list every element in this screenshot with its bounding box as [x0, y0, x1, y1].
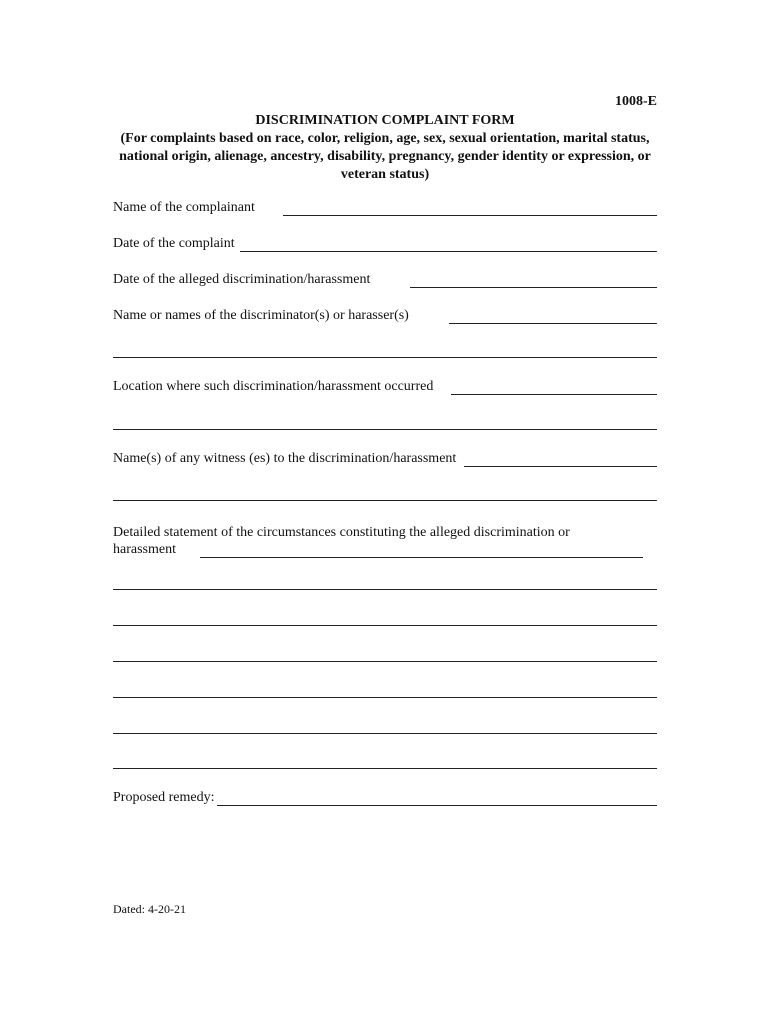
complaint-date-field[interactable]	[240, 237, 657, 252]
location-row	[113, 379, 657, 395]
proposed-remedy-row	[113, 790, 657, 806]
statement-line-7[interactable]	[113, 768, 657, 769]
discriminator-names-row	[113, 308, 657, 324]
location-field[interactable]	[451, 380, 657, 395]
statement-line-4[interactable]	[113, 661, 657, 662]
statement-field[interactable]	[200, 543, 643, 558]
alleged-date-field[interactable]	[410, 273, 657, 288]
statement-row	[113, 542, 643, 558]
discriminator-names-label: Name or names of the discriminator(s) or harasser(s)	[113, 308, 409, 323]
witnesses-line-2[interactable]	[113, 500, 657, 501]
dated-footer: Dated: 4-20-21	[113, 902, 186, 916]
statement-label: Detailed statement of the circumstances constituting the alleged discrimination or	[113, 525, 570, 540]
witnesses-field[interactable]	[464, 452, 657, 467]
complaint-date-label: Date of the complaint	[113, 236, 235, 251]
witnesses-row	[113, 451, 657, 467]
complainant-name-label: Name of the complainant	[113, 200, 255, 215]
location-line-2[interactable]	[113, 429, 657, 430]
statement-line-6[interactable]	[113, 733, 657, 734]
proposed-remedy-label: Proposed remedy:	[113, 790, 215, 805]
discriminator-names-field[interactable]	[449, 309, 657, 324]
discriminator-names-line-2[interactable]	[113, 357, 657, 358]
statement-line-5[interactable]	[113, 697, 657, 698]
statement-line-3[interactable]	[113, 625, 657, 626]
complainant-name-row	[113, 200, 657, 216]
form-title: DISCRIMINATION COMPLAINT FORM	[255, 113, 515, 128]
complainant-name-field[interactable]	[283, 201, 657, 216]
complaint-date-row	[113, 236, 657, 252]
title-block	[113, 112, 657, 184]
form-subtitle: (For complaints based on race, color, religion, age, sex, sexual orientation, marital status, national origin, alienage, ancestry, disability, pregnancy, gender identity or expression, or veteran status)	[119, 131, 651, 182]
form-code: 1008-E	[615, 94, 657, 109]
proposed-remedy-field[interactable]	[217, 791, 657, 806]
witnesses-label: Name(s) of any witness (es) to the discrimination/harassment	[113, 451, 457, 466]
statement-label-2: harassment	[113, 542, 176, 557]
location-label: Location where such discrimination/harassment occurred	[113, 379, 434, 394]
alleged-date-row	[113, 272, 657, 288]
alleged-date-label: Date of the alleged discrimination/harassment	[113, 272, 371, 287]
statement-line-2[interactable]	[113, 589, 657, 590]
